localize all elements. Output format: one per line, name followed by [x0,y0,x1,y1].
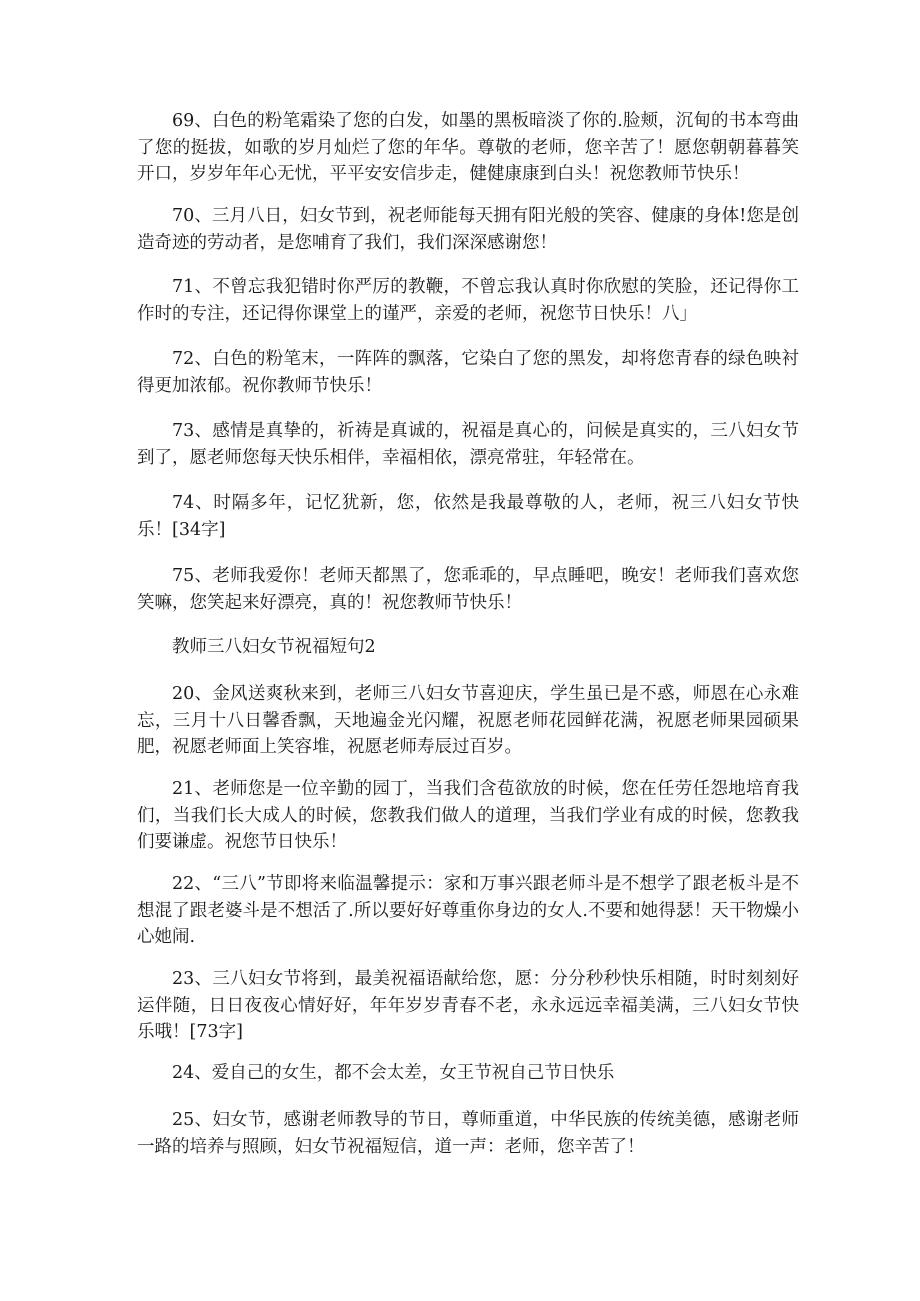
paragraph-20: 20、金风送爽秋来到，老师三八妇女节喜迎庆，学生虽已是不惑，师恩在心永难忘，三月十八日馨香飘，天地遍金光闪耀，祝愿老师花园鲜花满，祝愿老师果园硕果肥，祝愿老师面上笑容堆，祝愿老师寿辰过百岁。 [137,684,799,757]
paragraph-23: 23、三八妇女节将到，最美祝福语献给您，愿：分分秒秒快乐相随，时时刻刻好运伴随，日日夜夜心情好好，年年岁岁青春不老，永永远远幸福美满，三八妇女节快乐哦！[73字] [137,969,799,1042]
paragraph-22: 22、“三八”节即将来临温馨提示：家和万事兴跟老师斗是不想学了跟老板斗是不想混了跟老婆斗是不想活了.所以要好好尊重你身边的女人.不要和她得瑟！天干物燥小心她闹. [137,874,799,947]
paragraph-75: 75、老师我爱你！老师天都黑了，您乖乖的，早点睡吧，晚安！老师我们喜欢您笑嘛，您笑起来好漂亮，真的！祝您教师节快乐！ [137,566,799,613]
paragraph-70: 70、三月八日，妇女节到，祝老师能每天拥有阳光般的笑容、健康的身体!您是创造奇迹的劳动者，是您哺育了我们，我们深深感谢您！ [137,206,799,253]
paragraph-21: 21、老师您是一位辛勤的园丁，当我们含苞欲放的时候，您在任劳任怨地培育我们，当我们长大成人的时候，您教我们做人的道理，当我们学业有成的时候，您教我们要谦虚。祝您节日快乐！ [137,779,799,852]
paragraph-72: 72、白色的粉笔末，一阵阵的飘落，它染白了您的黑发，却将您青春的绿色映衬得更加浓郁。祝你教师节快乐！ [137,349,799,396]
paragraph-73: 73、感情是真挚的，祈祷是真诚的，祝福是真心的，问候是真实的，三八妇女节到了，愿老师您每天快乐相伴，幸福相依，漂亮常驻，年轻常在。 [137,421,799,468]
paragraph-71: 71、不曾忘我犯错时你严厉的教鞭，不曾忘我认真时你欣慰的笑脸，还记得你工作时的专注，还记得你课堂上的谨严，亲爱的老师，祝您节日快乐！八」 [137,277,799,324]
paragraph-25: 25、妇女节，感谢老师教导的节日，尊师重道，中华民族的传统美德，感谢老师一路的培养与照顾，妇女节祝福短信，道一声：老师，您辛苦了！ [137,1110,799,1157]
section-heading: 教师三八妇女节祝福短句2 [172,637,376,657]
paragraph-24: 24、爱自己的女生，都不会太差，女王节祝自己节日快乐 [172,1063,615,1083]
paragraph-74: 74、时隔多年，记忆犹新，您，依然是我最尊敬的人，老师，祝三八妇女节快乐！[34字] [137,493,799,540]
paragraph-69: 69、白色的粉笔霜染了您的白发，如墨的黑板暗淡了你的.脸颊，沉甸的书本弯曲了您的挺拔，如歌的岁月灿烂了您的年华。尊敬的老师，您辛苦了！愿您朝朝暮暮笑开口，岁岁年年心无忧，平平安安信步走，健健康康到白头！祝您教师节快乐！ [137,111,799,184]
